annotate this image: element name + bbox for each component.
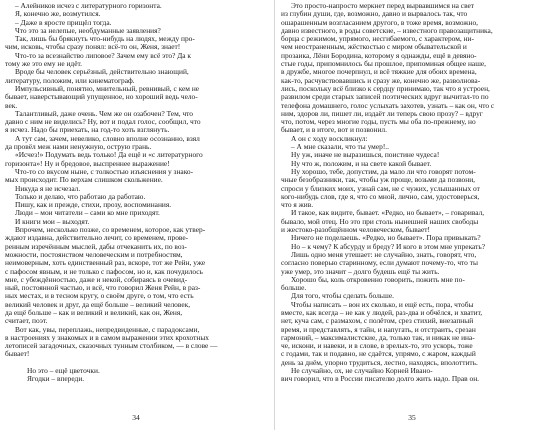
text-line: спроси у близких моих, узнай сам, не с чужих, услышанных от	[281, 184, 480, 193]
left-page	[5, 2, 267, 430]
text-line: Что-то за всезнайство липовое? Зачем ему всё это? Да к	[15, 51, 191, 60]
text-line: Что-то со вкусом ныне, с толкостью изъяснения у знако-	[15, 167, 194, 176]
text-line: А тут сам, зачем, невелико, словно вполне осознанно, взял	[15, 134, 200, 143]
text-line: Ну уж, иначе не выразишься, поистине чудеса!	[291, 151, 440, 160]
text-line: да ещё больше – как и великий и великий, как он, Женя,	[5, 308, 183, 317]
text-line: Я, конечно же, возмутился.	[15, 10, 101, 19]
text-line: «Исчез!» Подумать ведь только! Да ещё и «с литературного	[15, 151, 203, 160]
text-line: Люди – мои читатели – сами ко мне приходят.	[15, 209, 160, 218]
text-line: кого-нибудь слов, где я, что со мной, лично, сам, удостоверься,	[281, 192, 480, 201]
text-line: Ягодки – впереди.	[27, 375, 85, 384]
text-line: че, искони, и навеки, и в слове, в зрелых-то, это ускорь, тоже	[281, 342, 473, 351]
text-line: Чтобы написать – вон их сколько, и ещё есть, пора, чтобы	[291, 300, 474, 309]
text-line: И книги мои – выходят.	[15, 217, 90, 226]
text-line: – А мне сказали, что ты умер!..	[291, 143, 389, 152]
text-line: считает, поэт.	[5, 317, 48, 326]
text-line: Но – к чему? К абсурду и бреду? И кого в этом мне упрекать?	[291, 242, 486, 251]
text-line: ных местах, и в тесном кругу, о своём друге, о том, что есть	[5, 292, 194, 301]
right-page	[281, 2, 543, 430]
text-line: Что это за нелепые, необдуманные заявления?	[15, 26, 161, 35]
text-line: бывает!	[5, 350, 30, 359]
text-line: Хорошо бы, коль откровенно говорить, пожить мне по-	[291, 275, 465, 284]
page-gutter	[274, 0, 275, 430]
text-line: Не случайно, ох, не случайно Корней Ивано-	[291, 367, 433, 376]
text-line	[5, 359, 267, 367]
text-line: Но это – ещё цветочки.	[27, 367, 100, 376]
text-line: из глубин души, где, возможно, давно и вырвалось так, что	[281, 10, 468, 19]
text-line: Ничего не поделаешь. «Редко, но бывает». Пора привыкать?	[291, 234, 481, 243]
text-line: Пишу, как и прежде, стихи, прозу, воспоминания.	[15, 201, 172, 210]
text-line: бывает, наверстывающий упущенное, но хороший ведь чело-	[5, 93, 198, 102]
text-line: Это просто-напросто меркнет перед вырвавшимся на свет	[291, 2, 475, 10]
text-line: с годами, так и подавно, не сдаётся, упрямо, с жаром, каждый	[281, 350, 476, 359]
text-line: день за днём, упорно трудиться, лестно, находясь, вполоттить.	[281, 358, 478, 367]
text-line: чные безобразники, так, чтобы уж проще, возьми да позвони,	[281, 176, 476, 185]
text-line: ренным изречённым мыслей, дабы отчеканить их, по воз-	[5, 242, 187, 251]
text-line: ним, здоров ли, пишет ли, издаёт ли теперь свою прозу? – вдруг	[281, 109, 483, 118]
text-line: бывало, мой отец. Но это при столь нынешней наших свободы	[281, 217, 479, 226]
text-line: чем неостраненным, жёсткостью с миром обывательской и	[281, 43, 467, 52]
text-line: мых происходит. По верхам слишком скольжение.	[5, 176, 163, 185]
text-line: ошарашенным возгласанием другого, в тоже время, возможно,	[281, 18, 478, 27]
text-line: – Даже в яросте прищёл тогда.	[15, 18, 112, 27]
text-line: Для того, чтобы сделать больше.	[291, 292, 394, 301]
text-line: Никуда я не исчезал.	[15, 184, 81, 193]
text-line: летописей загадочных, сказочных тунным столбиком, — в слове —	[5, 342, 218, 351]
text-line: в настроениях у знакомых и в самом выражении этих крохотных	[5, 333, 209, 342]
text-line: развилом среди старых записей поэтических вдруг вычитал-то по	[281, 93, 489, 102]
text-line: борца с режимом, упрямого, несгибаемого, с характером, ни-	[281, 35, 474, 44]
text-line: Вот как, увы, переплажь, непредвиденные, с парадоксами,	[15, 325, 200, 334]
text-line: больше.	[281, 284, 307, 293]
text-line: давно с ним не виделись? Ну, вот и подал голос, сообщил, что	[5, 118, 201, 127]
text-line: нет, куча сам, с размахом, с полётом, срез стихий, внезапный	[281, 317, 474, 326]
text-line: телефона домашнего, голос услыхать захотев, узнать – как он, что с	[281, 101, 495, 110]
text-line: гармоний, – максималистские, да, только так, и никак не ина-	[281, 333, 475, 342]
text-line: литературу, положим, или кинематограф.	[5, 76, 135, 85]
text-line: Талантливый, даже очень. Чем же он озабочен? Тем, что	[15, 109, 194, 118]
text-line: Ну что ж, положим, и на свете какой бывает.	[291, 159, 432, 168]
text-line: великий человек и друг, да ещё больше – великий человек,	[5, 300, 191, 309]
left-page-text	[5, 2, 267, 384]
text-line: бывает, и в итоге, вот и позвонил.	[281, 126, 387, 135]
text-line: Так, лишь бы брякнуть что-нибудь на людях, между про-	[15, 35, 195, 44]
text-line: как-то, расчувствовавшись и сразу же, конечно же, разволнова-	[281, 76, 481, 85]
text-line: согласно поверью старинному, если думают почему-то, что ты	[281, 259, 478, 268]
text-line: Впрочем, несколько позже, со временем, которое, как утвер-	[15, 226, 206, 235]
text-line: Импульсивный, понятно, мнительный, ревнивый, с кем не	[15, 84, 200, 93]
text-line: вич говорил, что в России писателю долго жить надо. Прав он.	[281, 375, 479, 384]
text-line: вместе, как всегда – не как у людей, раз-два и обчёлся, и хватит,	[281, 308, 483, 317]
text-line: я исчез. Надо бы приехать, на год-то хоть взглянуть.	[5, 126, 170, 135]
text-line: что, потом, через многие годы, пусть мы оба по-прежнему, но	[281, 118, 476, 127]
text-line: Ну хорошо, тебе, допустим, да мало ли что говорят потом-	[291, 167, 476, 176]
right-page-number: 35	[408, 413, 416, 422]
text-line: А он с ходу воскликнул:	[291, 134, 368, 143]
text-line: давно известного, в роды советские, – известного правозащитника,	[281, 26, 493, 35]
right-page-text	[281, 2, 543, 384]
text-line: с пафосом явным, и не только с пафосом, но и, как почудилось	[5, 267, 203, 276]
text-line: в дружбе, многое почерпнул, и всё тяжкие для обоих времена,	[281, 68, 477, 77]
text-line: тому же это ему не идёт.	[5, 60, 82, 69]
text-line: лись, поскольку всё близко к сердцу принимаю, так что я устроен,	[281, 84, 490, 93]
text-line: век.	[5, 101, 18, 110]
text-line: – Алейников исчез с литературного горизонта.	[15, 2, 162, 10]
text-line: прозаика, Лёни Бородина, которому я однажды, ещё в девяно-	[281, 51, 477, 60]
text-line: ждают издавна, действительно лечит, со временем, прове-	[5, 234, 189, 243]
text-line: да провёл меж нами ненужную, острую грань.	[5, 143, 152, 152]
text-line: уже умер, это значит – долго будешь ещё ты жить.	[281, 267, 440, 276]
text-line: и жестоко-разобщённом человеческом, бывает!	[281, 226, 430, 235]
left-page-number: 34	[132, 413, 140, 422]
text-line: И такое, как видите, бывает. «Редко, но бывает», – говаривал,	[291, 209, 485, 218]
text-line: время, и представлять, я тайн, и напугать, и отстраить, срезан	[281, 325, 476, 334]
text-line: что я жив.	[281, 201, 314, 210]
text-line: ный, постоянной частью, и всё, что говорил Женя Рейн, в раз-	[5, 284, 201, 293]
text-line: Вроде бы человек серьёзный, действительно знающий,	[15, 68, 189, 77]
text-line: можности, постоянством человеческим и потребностям,	[5, 250, 183, 259]
text-line: Только и делаю, что работаю да работаю.	[15, 192, 146, 201]
text-line: неимоверным, хоть единственный раз, вскоре, тот же Рейн, уже	[5, 259, 206, 268]
text-line: стые годы, припомнилось бы прошлое, припоминая общее наше,	[281, 60, 487, 69]
text-line: горизонта»! Ну и бредовое, выспреннее выражение!	[5, 159, 170, 168]
text-line: мне, с убеждённостью, даже и некой, собираясь в очевид-	[5, 275, 188, 284]
text-line: Лишь одно меня утешает: не случайно, знать, говорят, что,	[291, 250, 477, 259]
text-line: чим, исковь, чтобы сразу понял: всё-то он, Женя, знает!	[5, 43, 181, 52]
